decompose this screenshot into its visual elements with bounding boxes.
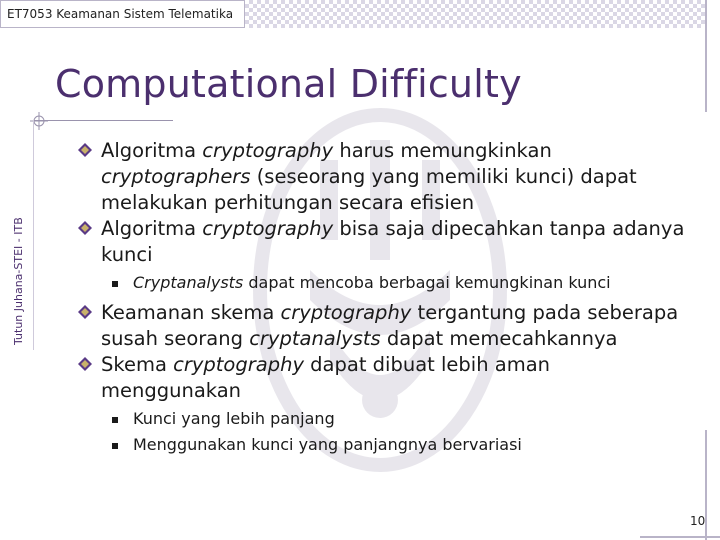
italic-term: cryptography: [202, 217, 334, 240]
text-run: dapat dibuat lebih aman menggunakan: [101, 353, 551, 402]
header-pattern: [245, 0, 705, 28]
left-vertical-rule: [33, 120, 34, 350]
course-title: ET7053 Keamanan Sistem Telematika: [7, 7, 234, 21]
bullet-item: [78, 300, 688, 352]
text-run: dapat mencoba berbagai kemungkinan kunci: [243, 273, 611, 292]
text-run: Kunci yang lebih panjang: [133, 409, 335, 428]
text-run: tergantung pada seberapa susah seorang: [101, 301, 679, 350]
slide-title: Computational Difficulty: [55, 62, 522, 106]
text-run: harus memungkinkan: [333, 139, 552, 162]
bottom-rule: [640, 536, 720, 538]
sub-bullet-item: [78, 408, 688, 430]
text-run: dapat memecahkannya: [380, 327, 618, 350]
bullet-item: [78, 216, 688, 268]
text-run: Algoritma: [101, 217, 203, 240]
italic-term: cryptanalysts: [249, 327, 381, 350]
diamond-bullet-icon: [78, 305, 92, 319]
diamond-bullet-icon: [78, 357, 92, 371]
bullet-list: [78, 138, 688, 460]
italic-term: cryptography: [202, 139, 334, 162]
square-bullet-icon: [112, 281, 118, 287]
bullet-item: [78, 352, 688, 404]
text-run: bisa saja dipecahkan tanpa adanya kunci: [101, 217, 685, 266]
bullet-item: [78, 138, 688, 216]
text-run: Skema: [101, 353, 174, 376]
header-box: [0, 0, 245, 28]
sub-bullet-item: [78, 272, 688, 294]
square-bullet-icon: [112, 443, 118, 449]
page-number: 10: [690, 514, 706, 528]
diamond-bullet-icon: [78, 221, 92, 235]
text-run: Keamanan skema: [101, 301, 281, 324]
italic-term: cryptographers: [101, 165, 251, 188]
sub-bullet-item: [78, 434, 688, 456]
italic-term: cryptography: [280, 301, 412, 324]
italic-term: Cryptanalysts: [133, 273, 244, 292]
text-run: (seseorang yang memiliki kunci) dapat melakukan perhitungan secara efisien: [101, 165, 637, 214]
right-rule-top: [705, 0, 707, 112]
text-run: Menggunakan kunci yang panjangnya bervariasi: [133, 435, 522, 454]
diamond-bullet-icon: [78, 143, 92, 157]
square-bullet-icon: [112, 417, 118, 423]
title-underline: [33, 120, 173, 121]
text-run: Algoritma: [101, 139, 203, 162]
italic-term: cryptography: [173, 353, 304, 376]
right-rule-bottom: [705, 430, 707, 540]
author-side-label: Tutun Juhana-STEI - ITB: [12, 217, 25, 345]
